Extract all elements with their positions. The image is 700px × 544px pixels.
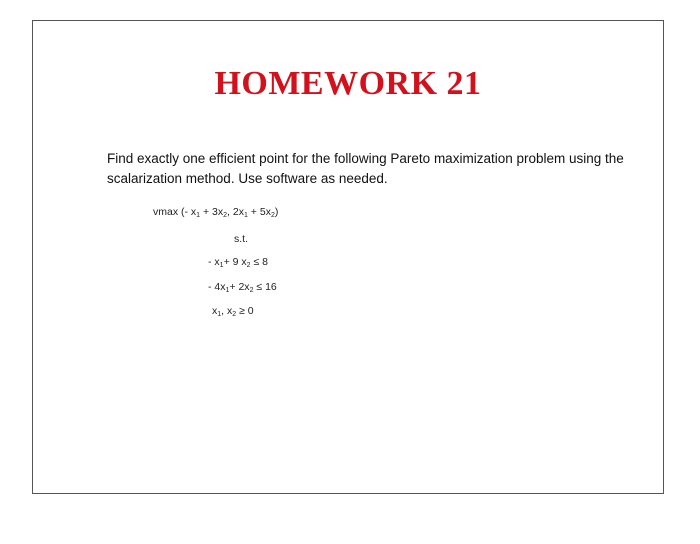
constraint-1: - $x_1+ 9$ $x_2 \le 8$	[208, 256, 268, 269]
constraint-2: - $4x_1+ 2x_2 \le 16$	[208, 281, 277, 294]
slide-title: HOMEWORK 21	[214, 65, 482, 102]
subject-to-label: s.t.	[234, 233, 249, 245]
objective-function: vmax (- $x_1 + 3x_2$, $2x_1 + 5x_2$)	[153, 206, 279, 219]
constraint-nonnegativity: $x_1$, $x_2 \ge 0$	[212, 305, 254, 318]
slide	[32, 20, 664, 494]
problem-statement: Find exactly one efficient point for the following Pareto maximization problem using the scalarization method. Use software as needed.	[107, 151, 624, 186]
